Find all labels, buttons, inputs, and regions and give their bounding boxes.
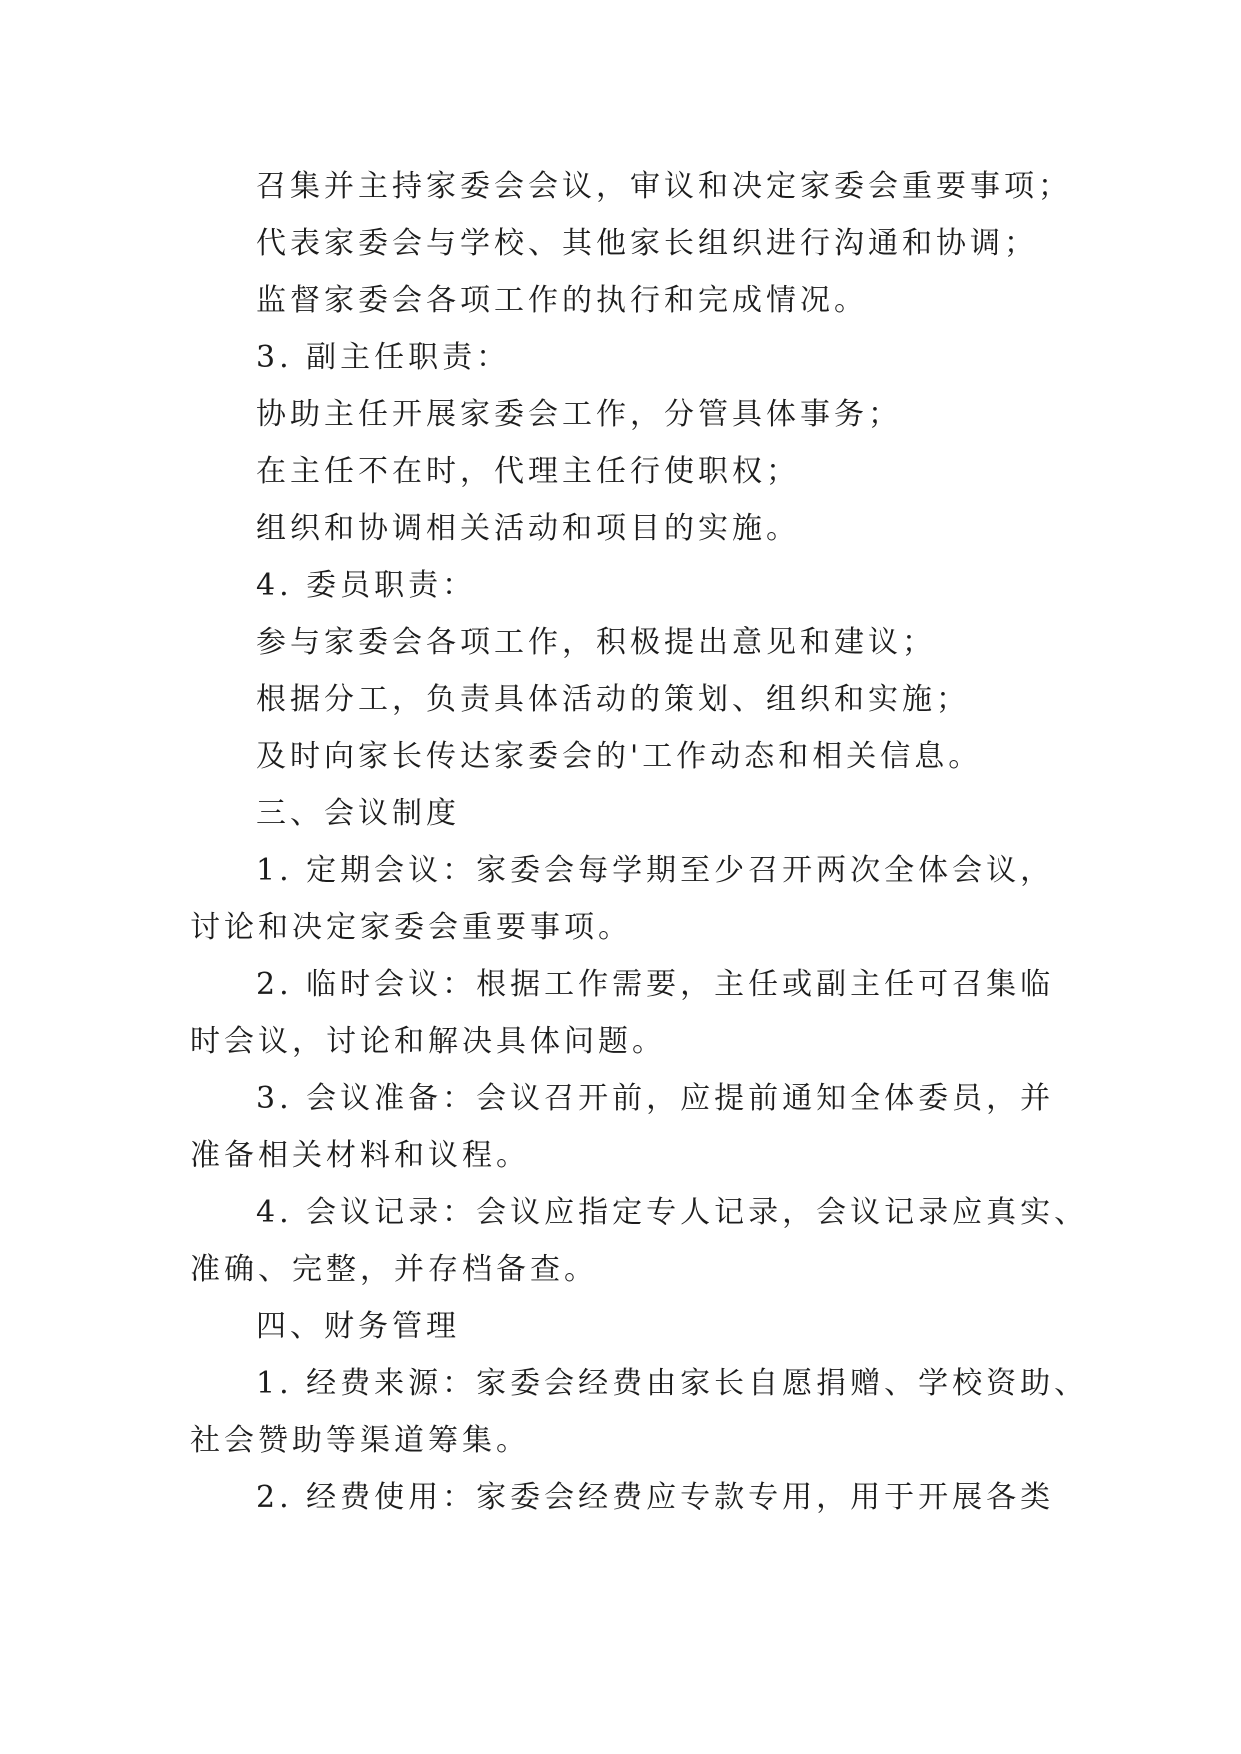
- document-body: [190, 158, 1089, 1526]
- paragraph-line: 3. 会议准备：会议召开前，应提前通知全体委员，并: [256, 1081, 1055, 1116]
- paragraph-continuation: 时会议，讨论和解决具体问题。: [190, 1024, 666, 1059]
- paragraph-continuation: 准备相关材料和议程。: [190, 1138, 530, 1173]
- section-heading: 四、财务管理: [256, 1309, 460, 1344]
- paragraph-line: 1. 定期会议：家委会每学期至少召开两次全体会议，: [256, 853, 1055, 888]
- paragraph-continuation: 准确、完整，并存档备查。: [190, 1252, 598, 1287]
- paragraph-continuation: 社会赞助等渠道筹集。: [190, 1423, 530, 1458]
- paragraph-continuation: 讨论和决定家委会重要事项。: [190, 910, 632, 945]
- text-line: 及时向家长传达家委会的'工作动态和相关信息。: [256, 739, 983, 774]
- section-heading: 三、会议制度: [256, 796, 460, 831]
- text-line: 监督家委会各项工作的执行和完成情况。: [256, 283, 868, 318]
- paragraph-line: 1. 经费来源：家委会经费由家长自愿捐赠、学校资助、: [256, 1366, 1089, 1401]
- text-line: 召集并主持家委会会议，审议和决定家委会重要事项；: [256, 169, 1072, 204]
- text-line: 根据分工，负责具体活动的策划、组织和实施；: [256, 682, 970, 717]
- paragraph-line: 4. 会议记录：会议应指定专人记录，会议记录应真实、: [256, 1195, 1089, 1230]
- paragraph-line: 2. 经费使用：家委会经费应专款专用，用于开展各类: [256, 1480, 1055, 1515]
- text-line: 协助主任开展家委会工作，分管具体事务；: [256, 397, 902, 432]
- text-line: 参与家委会各项工作，积极提出意见和建议；: [256, 625, 936, 660]
- text-line: 代表家委会与学校、其他家长组织进行沟通和协调；: [256, 226, 1038, 261]
- text-line: 在主任不在时，代理主任行使职权；: [256, 454, 800, 489]
- paragraph-line: 2. 临时会议：根据工作需要，主任或副主任可召集临: [256, 967, 1055, 1002]
- text-line: 组织和协调相关活动和项目的实施。: [256, 511, 800, 546]
- numbered-heading: 3. 副主任职责：: [256, 340, 511, 375]
- numbered-heading: 4. 委员职责：: [256, 568, 477, 603]
